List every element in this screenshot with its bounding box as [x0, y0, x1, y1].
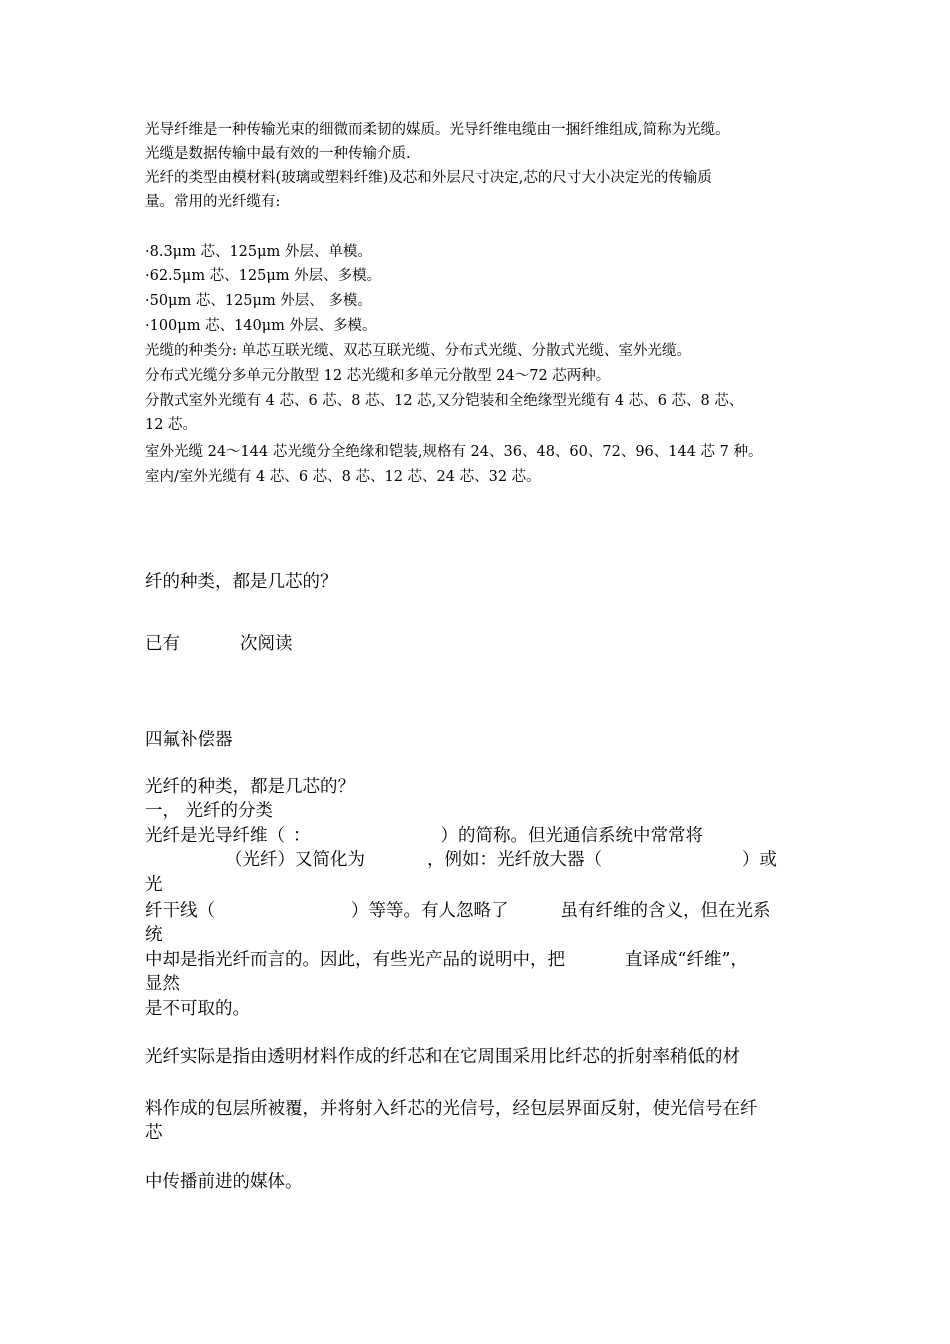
- text-segment: ）等等。有人忽略了: [351, 901, 509, 921]
- text-segment: 直译成“纤维”，: [625, 950, 748, 970]
- text-line: 光缆是数据传输中最有效的一种传输介质.: [145, 146, 411, 162]
- read-suffix: 次阅读: [240, 634, 293, 654]
- text-line: 光: [145, 875, 163, 895]
- text-line: 光纤的类型由模材料(玻璃或塑料纤维)及芯和外层尺寸决定,芯的尺寸大小决定光的传输质: [145, 170, 712, 186]
- text-line: 中传播前进的媒体。: [145, 1172, 303, 1192]
- text-line: [145, 948, 748, 972]
- section-heading: 一， 光纤的分类: [145, 801, 274, 821]
- read-prefix: 已有: [145, 634, 180, 654]
- list-item: ·62.5μm 芯、125μm 外层、多模。: [145, 268, 382, 284]
- text-line: 料作成的包层所被覆，并将射入纤芯的光信号，经包层界面反射，使光信号在纤: [145, 1099, 758, 1119]
- text-segment: 中却是指光纤而言的。因此，有些光产品的说明中，把: [145, 950, 565, 970]
- list-item: ·8.3μm 芯、125μm 外层、单模。: [145, 244, 372, 260]
- read-count: [145, 632, 293, 656]
- text-segment: ，例如：光纤放大器（: [427, 850, 602, 870]
- text-line: 显然: [145, 974, 180, 994]
- text-line: 分散式室外光缆有 4 芯、6 芯、8 芯、12 芯,又分铠装和全绝缘型光缆有 4 芯、6 芯、8 芯、: [145, 393, 744, 409]
- text-line: [145, 899, 771, 923]
- text-line: 12 芯。: [145, 417, 198, 433]
- text-segment: （光纤）又简化为: [225, 850, 365, 870]
- list-item: ·100μm 芯、140μm 外层、多模。: [145, 318, 377, 334]
- text-line: 统: [145, 925, 163, 945]
- text-segment: ）的简称。但光通信系统中常常将: [440, 826, 703, 846]
- text-line: 量。常用的光纤缆有:: [145, 194, 281, 210]
- list-item: ·50μm 芯、125μm 外层、 多模。: [145, 293, 372, 309]
- text-line: [145, 848, 777, 872]
- text-line: [145, 824, 703, 848]
- text-line: 光导纤维是一种传输光束的细微而柔韧的媒质。光导纤维电缆由一捆纤维组成,简称为光缆。: [145, 122, 730, 138]
- text-segment: 纤干线（: [145, 901, 215, 921]
- text-segment: ：: [293, 826, 311, 846]
- product-name: 四氟补偿器: [145, 730, 233, 750]
- text-segment: 虽有纤维的含义，但在光系: [560, 901, 771, 921]
- text-line: 芯: [145, 1123, 163, 1143]
- text-segment: 光纤是光导纤维（: [145, 826, 285, 846]
- text-line: 是不可取的。: [145, 999, 250, 1019]
- text-line: 室内/室外光缆有 4 芯、6 芯、8 芯、12 芯、24 芯、32 芯。: [145, 469, 541, 485]
- subtitle: 光纤的种类，都是几芯的？: [145, 777, 355, 797]
- text-line: 光缆的种类分: 单芯互联光缆、双芯互联光缆、分布式光缆、分散式光缆、室外光缆。: [145, 343, 691, 359]
- text-line: 光纤实际是指由透明材料作成的纤芯和在它周围采用比纤芯的折射率稍低的材: [145, 1047, 740, 1067]
- article-title: 纤的种类，都是几芯的？: [145, 572, 338, 592]
- text-line: 分布式光缆分多单元分散型 12 芯光缆和多单元分散型 24～72 芯两种。: [145, 368, 611, 384]
- text-segment: ）或: [742, 850, 777, 870]
- text-line: 室外光缆 24～144 芯光缆分全绝缘和铠装,规格有 24、36、48、60、72、96、144 芯 7 种。: [145, 444, 763, 460]
